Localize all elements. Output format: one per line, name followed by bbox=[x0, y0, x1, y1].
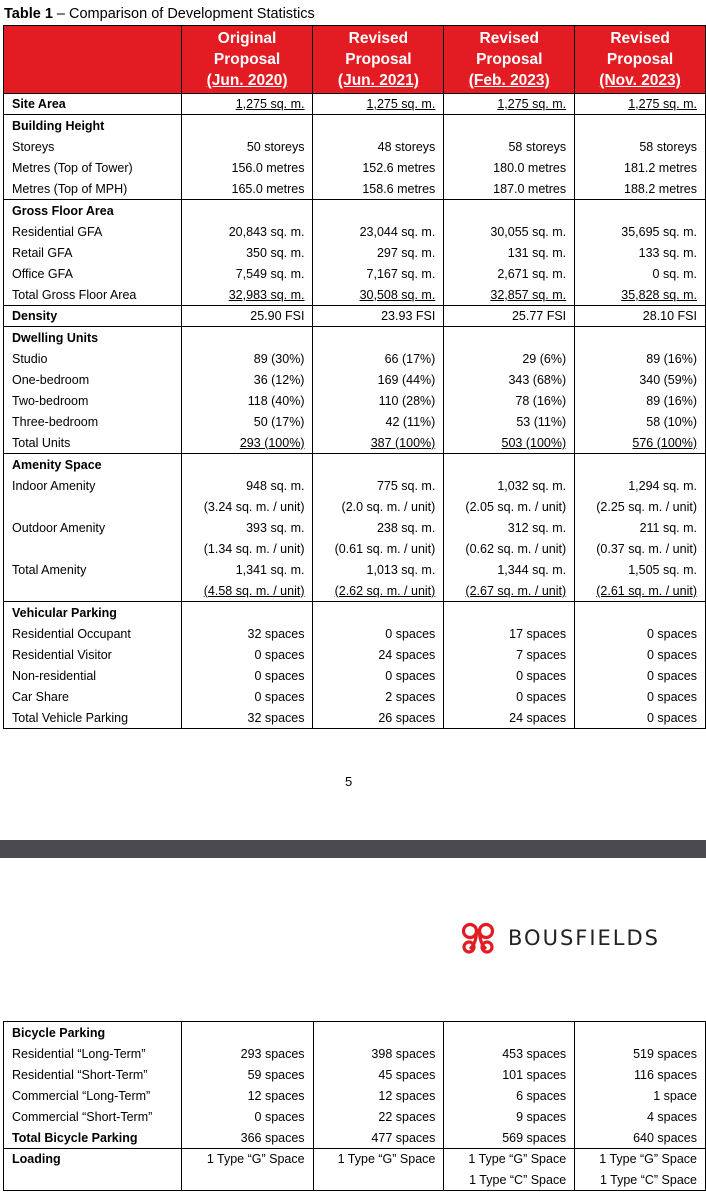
value-cell: 116 spaces bbox=[575, 1065, 706, 1086]
value-cell: 640 spaces bbox=[575, 1128, 706, 1149]
value-cell: 7 spaces bbox=[444, 645, 575, 666]
value-cell: (3.24 sq. m. / unit) bbox=[181, 497, 313, 518]
row-label: Metres (Top of Tower) bbox=[4, 158, 182, 179]
data-row bbox=[4, 476, 706, 497]
value-cell: 28.10 FSI bbox=[575, 306, 706, 327]
value-cell: 32 spaces bbox=[181, 708, 313, 729]
value-cell: 576 (100%) bbox=[575, 433, 706, 454]
value-cell: 58 (10%) bbox=[575, 412, 706, 433]
value-cell: 1 Type “C” Space bbox=[575, 1170, 706, 1191]
page-number: 5 bbox=[345, 774, 353, 789]
value-cell: 387 (100%) bbox=[313, 433, 444, 454]
value-cell: 1,275 sq. m. bbox=[313, 94, 444, 115]
row-label: Residential “Long-Term” bbox=[4, 1044, 182, 1065]
value-cell: 0 spaces bbox=[181, 645, 313, 666]
table-caption bbox=[4, 6, 315, 23]
row-label: Retail GFA bbox=[4, 243, 182, 264]
row-label: Density bbox=[4, 306, 182, 327]
value-cell: 1,344 sq. m. bbox=[444, 560, 575, 581]
value-cell: 26 spaces bbox=[313, 708, 444, 729]
column-header-line: (Jun. 2020) bbox=[206, 72, 288, 89]
value-cell: 89 (16%) bbox=[575, 349, 706, 370]
value-cell: 25.90 FSI bbox=[181, 306, 313, 327]
column-header-line: (Nov. 2023) bbox=[599, 72, 681, 89]
value-cell: 110 (28%) bbox=[313, 391, 444, 412]
column-header-line: Revised bbox=[610, 30, 670, 47]
value-cell: 519 spaces bbox=[575, 1044, 706, 1065]
value-cell: 775 sq. m. bbox=[313, 476, 444, 497]
row-label: Total Vehicle Parking bbox=[4, 708, 182, 729]
value-cell: 188.2 metres bbox=[575, 179, 706, 200]
value-cell: 35,828 sq. m. bbox=[575, 285, 706, 306]
development-statistics-table bbox=[3, 25, 706, 729]
value-cell: 0 spaces bbox=[575, 645, 706, 666]
row-label: Site Area bbox=[4, 94, 182, 115]
value-cell bbox=[313, 115, 444, 137]
data-row bbox=[4, 243, 706, 264]
value-cell bbox=[575, 1022, 706, 1044]
data-row bbox=[4, 1086, 706, 1107]
value-cell: 30,508 sq. m. bbox=[313, 285, 444, 306]
value-cell: 50 storeys bbox=[181, 137, 313, 158]
value-cell bbox=[444, 200, 575, 222]
page-divider bbox=[0, 840, 706, 858]
data-row bbox=[4, 497, 706, 518]
value-cell: 180.0 metres bbox=[444, 158, 575, 179]
value-cell: 0 spaces bbox=[575, 708, 706, 729]
value-cell bbox=[444, 454, 575, 476]
value-cell bbox=[444, 1022, 575, 1044]
value-cell: 238 sq. m. bbox=[313, 518, 444, 539]
row-label: One-bedroom bbox=[4, 370, 182, 391]
value-cell bbox=[313, 1170, 444, 1191]
value-cell: 12 spaces bbox=[313, 1086, 444, 1107]
value-cell: 23,044 sq. m. bbox=[313, 222, 444, 243]
row-label: Total Units bbox=[4, 433, 182, 454]
value-cell: (2.62 sq. m. / unit) bbox=[313, 581, 444, 602]
value-cell: (4.58 sq. m. / unit) bbox=[181, 581, 313, 602]
value-cell: (0.61 sq. m. / unit) bbox=[313, 539, 444, 560]
value-cell: 453 spaces bbox=[444, 1044, 575, 1065]
value-cell: 0 spaces bbox=[181, 666, 313, 687]
value-cell: 0 spaces bbox=[313, 666, 444, 687]
value-cell: 1,294 sq. m. bbox=[575, 476, 706, 497]
value-cell bbox=[181, 454, 313, 476]
column-header bbox=[181, 26, 313, 94]
header-row bbox=[4, 26, 706, 94]
row-label: Indoor Amenity bbox=[4, 476, 182, 497]
value-cell bbox=[575, 327, 706, 349]
row-label: Residential “Short-Term” bbox=[4, 1065, 182, 1086]
value-cell: 4 spaces bbox=[575, 1107, 706, 1128]
bousfields-logo-icon bbox=[460, 921, 500, 955]
value-cell: 1 Type “G” Space bbox=[444, 1149, 575, 1170]
value-cell: 948 sq. m. bbox=[181, 476, 313, 497]
value-cell: (2.0 sq. m. / unit) bbox=[313, 497, 444, 518]
row-label bbox=[4, 1170, 182, 1191]
value-cell: 211 sq. m. bbox=[575, 518, 706, 539]
value-cell: 53 (11%) bbox=[444, 412, 575, 433]
value-cell: 0 spaces bbox=[181, 1107, 313, 1128]
value-cell: 0 spaces bbox=[444, 687, 575, 708]
value-cell: 7,167 sq. m. bbox=[313, 264, 444, 285]
data-row bbox=[4, 1044, 706, 1065]
value-cell: 1,505 sq. m. bbox=[575, 560, 706, 581]
value-cell bbox=[181, 115, 313, 137]
value-cell: 131 sq. m. bbox=[444, 243, 575, 264]
column-header bbox=[444, 26, 575, 94]
column-header-line: Revised bbox=[479, 30, 539, 47]
value-cell: 0 spaces bbox=[181, 687, 313, 708]
section-heading-row bbox=[4, 327, 706, 349]
data-row bbox=[4, 391, 706, 412]
loading-row bbox=[4, 1149, 706, 1170]
value-cell: 477 spaces bbox=[313, 1128, 444, 1149]
bicycle-loading-table bbox=[3, 1021, 706, 1191]
row-label: Commercial “Short-Term” bbox=[4, 1107, 182, 1128]
value-cell: 66 (17%) bbox=[313, 349, 444, 370]
value-cell: 101 spaces bbox=[444, 1065, 575, 1086]
row-label: Three-bedroom bbox=[4, 412, 182, 433]
value-cell: 293 spaces bbox=[181, 1044, 313, 1065]
row-label bbox=[4, 539, 182, 560]
row-label: Gross Floor Area bbox=[4, 200, 182, 222]
value-cell: 32,983 sq. m. bbox=[181, 285, 313, 306]
row-label: Two-bedroom bbox=[4, 391, 182, 412]
value-cell: 25.77 FSI bbox=[444, 306, 575, 327]
value-cell: 24 spaces bbox=[444, 708, 575, 729]
value-cell: 32 spaces bbox=[181, 624, 313, 645]
value-cell: 343 (68%) bbox=[444, 370, 575, 391]
row-label: Office GFA bbox=[4, 264, 182, 285]
value-cell bbox=[575, 602, 706, 624]
value-cell: 165.0 metres bbox=[181, 179, 313, 200]
column-header-line: Proposal bbox=[345, 51, 412, 68]
value-cell: 6 spaces bbox=[444, 1086, 575, 1107]
value-cell: 58 storeys bbox=[444, 137, 575, 158]
value-cell: 1 space bbox=[575, 1086, 706, 1107]
value-cell: 1,341 sq. m. bbox=[181, 560, 313, 581]
value-cell: 0 spaces bbox=[444, 666, 575, 687]
row-label: Dwelling Units bbox=[4, 327, 182, 349]
value-cell: 50 (17%) bbox=[181, 412, 313, 433]
value-cell: 1,013 sq. m. bbox=[313, 560, 444, 581]
section-heading-row bbox=[4, 1022, 706, 1044]
value-cell bbox=[313, 454, 444, 476]
value-cell: 0 spaces bbox=[575, 687, 706, 708]
row-label: Non-residential bbox=[4, 666, 182, 687]
value-cell: 2,671 sq. m. bbox=[444, 264, 575, 285]
value-cell: 23.93 FSI bbox=[313, 306, 444, 327]
value-cell: 12 spaces bbox=[181, 1086, 313, 1107]
value-cell: 59 spaces bbox=[181, 1065, 313, 1086]
row-label: Bicycle Parking bbox=[4, 1022, 182, 1044]
value-cell: 340 (59%) bbox=[575, 370, 706, 391]
value-cell: 181.2 metres bbox=[575, 158, 706, 179]
density-row bbox=[4, 306, 706, 327]
value-cell: 1,275 sq. m. bbox=[575, 94, 706, 115]
value-cell: 156.0 metres bbox=[181, 158, 313, 179]
value-cell bbox=[313, 602, 444, 624]
value-cell: 48 storeys bbox=[313, 137, 444, 158]
value-cell: 0 sq. m. bbox=[575, 264, 706, 285]
value-cell: 503 (100%) bbox=[444, 433, 575, 454]
data-row bbox=[4, 645, 706, 666]
column-header-line: Revised bbox=[348, 30, 409, 47]
row-label: Residential Occupant bbox=[4, 624, 182, 645]
column-header-line: Original bbox=[217, 30, 277, 47]
value-cell bbox=[575, 454, 706, 476]
data-row bbox=[4, 518, 706, 539]
column-header bbox=[313, 26, 444, 94]
value-cell: 169 (44%) bbox=[313, 370, 444, 391]
value-cell bbox=[181, 327, 313, 349]
table-caption-number: Table 1 bbox=[4, 6, 53, 22]
loading-row-continued bbox=[4, 1170, 706, 1191]
value-cell bbox=[444, 115, 575, 137]
row-label: Commercial “Long-Term” bbox=[4, 1086, 182, 1107]
value-cell: (0.37 sq. m. / unit) bbox=[575, 539, 706, 560]
value-cell: 297 sq. m. bbox=[313, 243, 444, 264]
row-label: Storeys bbox=[4, 137, 182, 158]
value-cell: 118 (40%) bbox=[181, 391, 313, 412]
row-label: Building Height bbox=[4, 115, 182, 137]
row-label: Residential GFA bbox=[4, 222, 182, 243]
data-row bbox=[4, 581, 706, 602]
value-cell: 398 spaces bbox=[313, 1044, 444, 1065]
data-row bbox=[4, 179, 706, 200]
value-cell: (2.61 sq. m. / unit) bbox=[575, 581, 706, 602]
value-cell: 45 spaces bbox=[313, 1065, 444, 1086]
row-label: Total Gross Floor Area bbox=[4, 285, 182, 306]
value-cell: 24 spaces bbox=[313, 645, 444, 666]
value-cell bbox=[313, 327, 444, 349]
table-caption-title: – Comparison of Development Statistics bbox=[52, 6, 315, 22]
value-cell: 58 storeys bbox=[575, 137, 706, 158]
data-row bbox=[4, 1128, 706, 1149]
row-label: Amenity Space bbox=[4, 454, 182, 476]
site-area-row bbox=[4, 94, 706, 115]
value-cell: 89 (16%) bbox=[575, 391, 706, 412]
value-cell bbox=[575, 115, 706, 137]
value-cell bbox=[313, 1022, 444, 1044]
value-cell: (2.67 sq. m. / unit) bbox=[444, 581, 575, 602]
data-row bbox=[4, 158, 706, 179]
data-row bbox=[4, 264, 706, 285]
value-cell: 293 (100%) bbox=[181, 433, 313, 454]
row-label: Residential Visitor bbox=[4, 645, 182, 666]
value-cell: 1,032 sq. m. bbox=[444, 476, 575, 497]
value-cell: 22 spaces bbox=[313, 1107, 444, 1128]
value-cell: 1 Type “C” Space bbox=[444, 1170, 575, 1191]
value-cell: 0 spaces bbox=[313, 624, 444, 645]
row-label: Car Share bbox=[4, 687, 182, 708]
data-row bbox=[4, 222, 706, 243]
value-cell bbox=[444, 327, 575, 349]
value-cell: 32,857 sq. m. bbox=[444, 285, 575, 306]
value-cell: 366 spaces bbox=[181, 1128, 313, 1149]
row-label bbox=[4, 581, 182, 602]
value-cell: 2 spaces bbox=[313, 687, 444, 708]
value-cell: (2.05 sq. m. / unit) bbox=[444, 497, 575, 518]
value-cell: 9 spaces bbox=[444, 1107, 575, 1128]
column-header-line: Proposal bbox=[606, 51, 674, 68]
value-cell: 0 spaces bbox=[575, 666, 706, 687]
value-cell: (2.25 sq. m. / unit) bbox=[575, 497, 706, 518]
value-cell: 20,843 sq. m. bbox=[181, 222, 313, 243]
section-heading-row bbox=[4, 115, 706, 137]
value-cell: (0.62 sq. m. / unit) bbox=[444, 539, 575, 560]
value-cell: 1,275 sq. m. bbox=[181, 94, 313, 115]
bousfields-wordmark: BOUSFIELDS bbox=[508, 926, 661, 950]
value-cell: 0 spaces bbox=[575, 624, 706, 645]
data-row bbox=[4, 708, 706, 729]
value-cell: 1 Type “G” Space bbox=[575, 1149, 706, 1170]
data-row bbox=[4, 1065, 706, 1086]
data-row bbox=[4, 539, 706, 560]
data-row bbox=[4, 1107, 706, 1128]
value-cell: 17 spaces bbox=[444, 624, 575, 645]
section-heading-row bbox=[4, 602, 706, 624]
value-cell: 158.6 metres bbox=[313, 179, 444, 200]
bousfields-logo bbox=[460, 920, 660, 956]
value-cell: 42 (11%) bbox=[313, 412, 444, 433]
value-cell: 89 (30%) bbox=[181, 349, 313, 370]
section-heading-row bbox=[4, 454, 706, 476]
value-cell: 187.0 metres bbox=[444, 179, 575, 200]
value-cell bbox=[181, 1170, 313, 1191]
column-header-line: Proposal bbox=[213, 51, 281, 68]
value-cell bbox=[575, 200, 706, 222]
value-cell: 312 sq. m. bbox=[444, 518, 575, 539]
value-cell: 133 sq. m. bbox=[575, 243, 706, 264]
data-row bbox=[4, 412, 706, 433]
data-row bbox=[4, 666, 706, 687]
section-heading-row bbox=[4, 200, 706, 222]
value-cell bbox=[181, 602, 313, 624]
value-cell: 7,549 sq. m. bbox=[181, 264, 313, 285]
column-header-line: (Jun. 2021) bbox=[337, 72, 419, 89]
value-cell: 36 (12%) bbox=[181, 370, 313, 391]
value-cell: 35,695 sq. m. bbox=[575, 222, 706, 243]
value-cell: 393 sq. m. bbox=[181, 518, 313, 539]
row-label: Total Bicycle Parking bbox=[4, 1128, 182, 1149]
value-cell bbox=[444, 602, 575, 624]
value-cell: 78 (16%) bbox=[444, 391, 575, 412]
data-row bbox=[4, 137, 706, 158]
row-label: Outdoor Amenity bbox=[4, 518, 182, 539]
value-cell: 569 spaces bbox=[444, 1128, 575, 1149]
data-row bbox=[4, 349, 706, 370]
value-cell: 1 Type “G” Space bbox=[313, 1149, 444, 1170]
row-label: Studio bbox=[4, 349, 182, 370]
data-row bbox=[4, 370, 706, 391]
row-label: Total Amenity bbox=[4, 560, 182, 581]
column-header bbox=[575, 26, 706, 94]
value-cell: 1 Type “G” Space bbox=[181, 1149, 313, 1170]
value-cell: 152.6 metres bbox=[313, 158, 444, 179]
row-label: Metres (Top of MPH) bbox=[4, 179, 182, 200]
header-blank-cell bbox=[4, 26, 182, 94]
value-cell bbox=[181, 1022, 313, 1044]
value-cell: (1.34 sq. m. / unit) bbox=[181, 539, 313, 560]
column-header-line: (Feb. 2023) bbox=[468, 72, 550, 89]
value-cell: 350 sq. m. bbox=[181, 243, 313, 264]
value-cell: 29 (6%) bbox=[444, 349, 575, 370]
row-label bbox=[4, 497, 182, 518]
column-header-line: Proposal bbox=[476, 51, 543, 68]
data-row bbox=[4, 285, 706, 306]
data-row bbox=[4, 433, 706, 454]
row-label: Loading bbox=[4, 1149, 182, 1170]
value-cell bbox=[313, 200, 444, 222]
data-row bbox=[4, 687, 706, 708]
value-cell bbox=[181, 200, 313, 222]
row-label: Vehicular Parking bbox=[4, 602, 182, 624]
data-row bbox=[4, 560, 706, 581]
value-cell: 1,275 sq. m. bbox=[444, 94, 575, 115]
data-row bbox=[4, 624, 706, 645]
value-cell: 30,055 sq. m. bbox=[444, 222, 575, 243]
